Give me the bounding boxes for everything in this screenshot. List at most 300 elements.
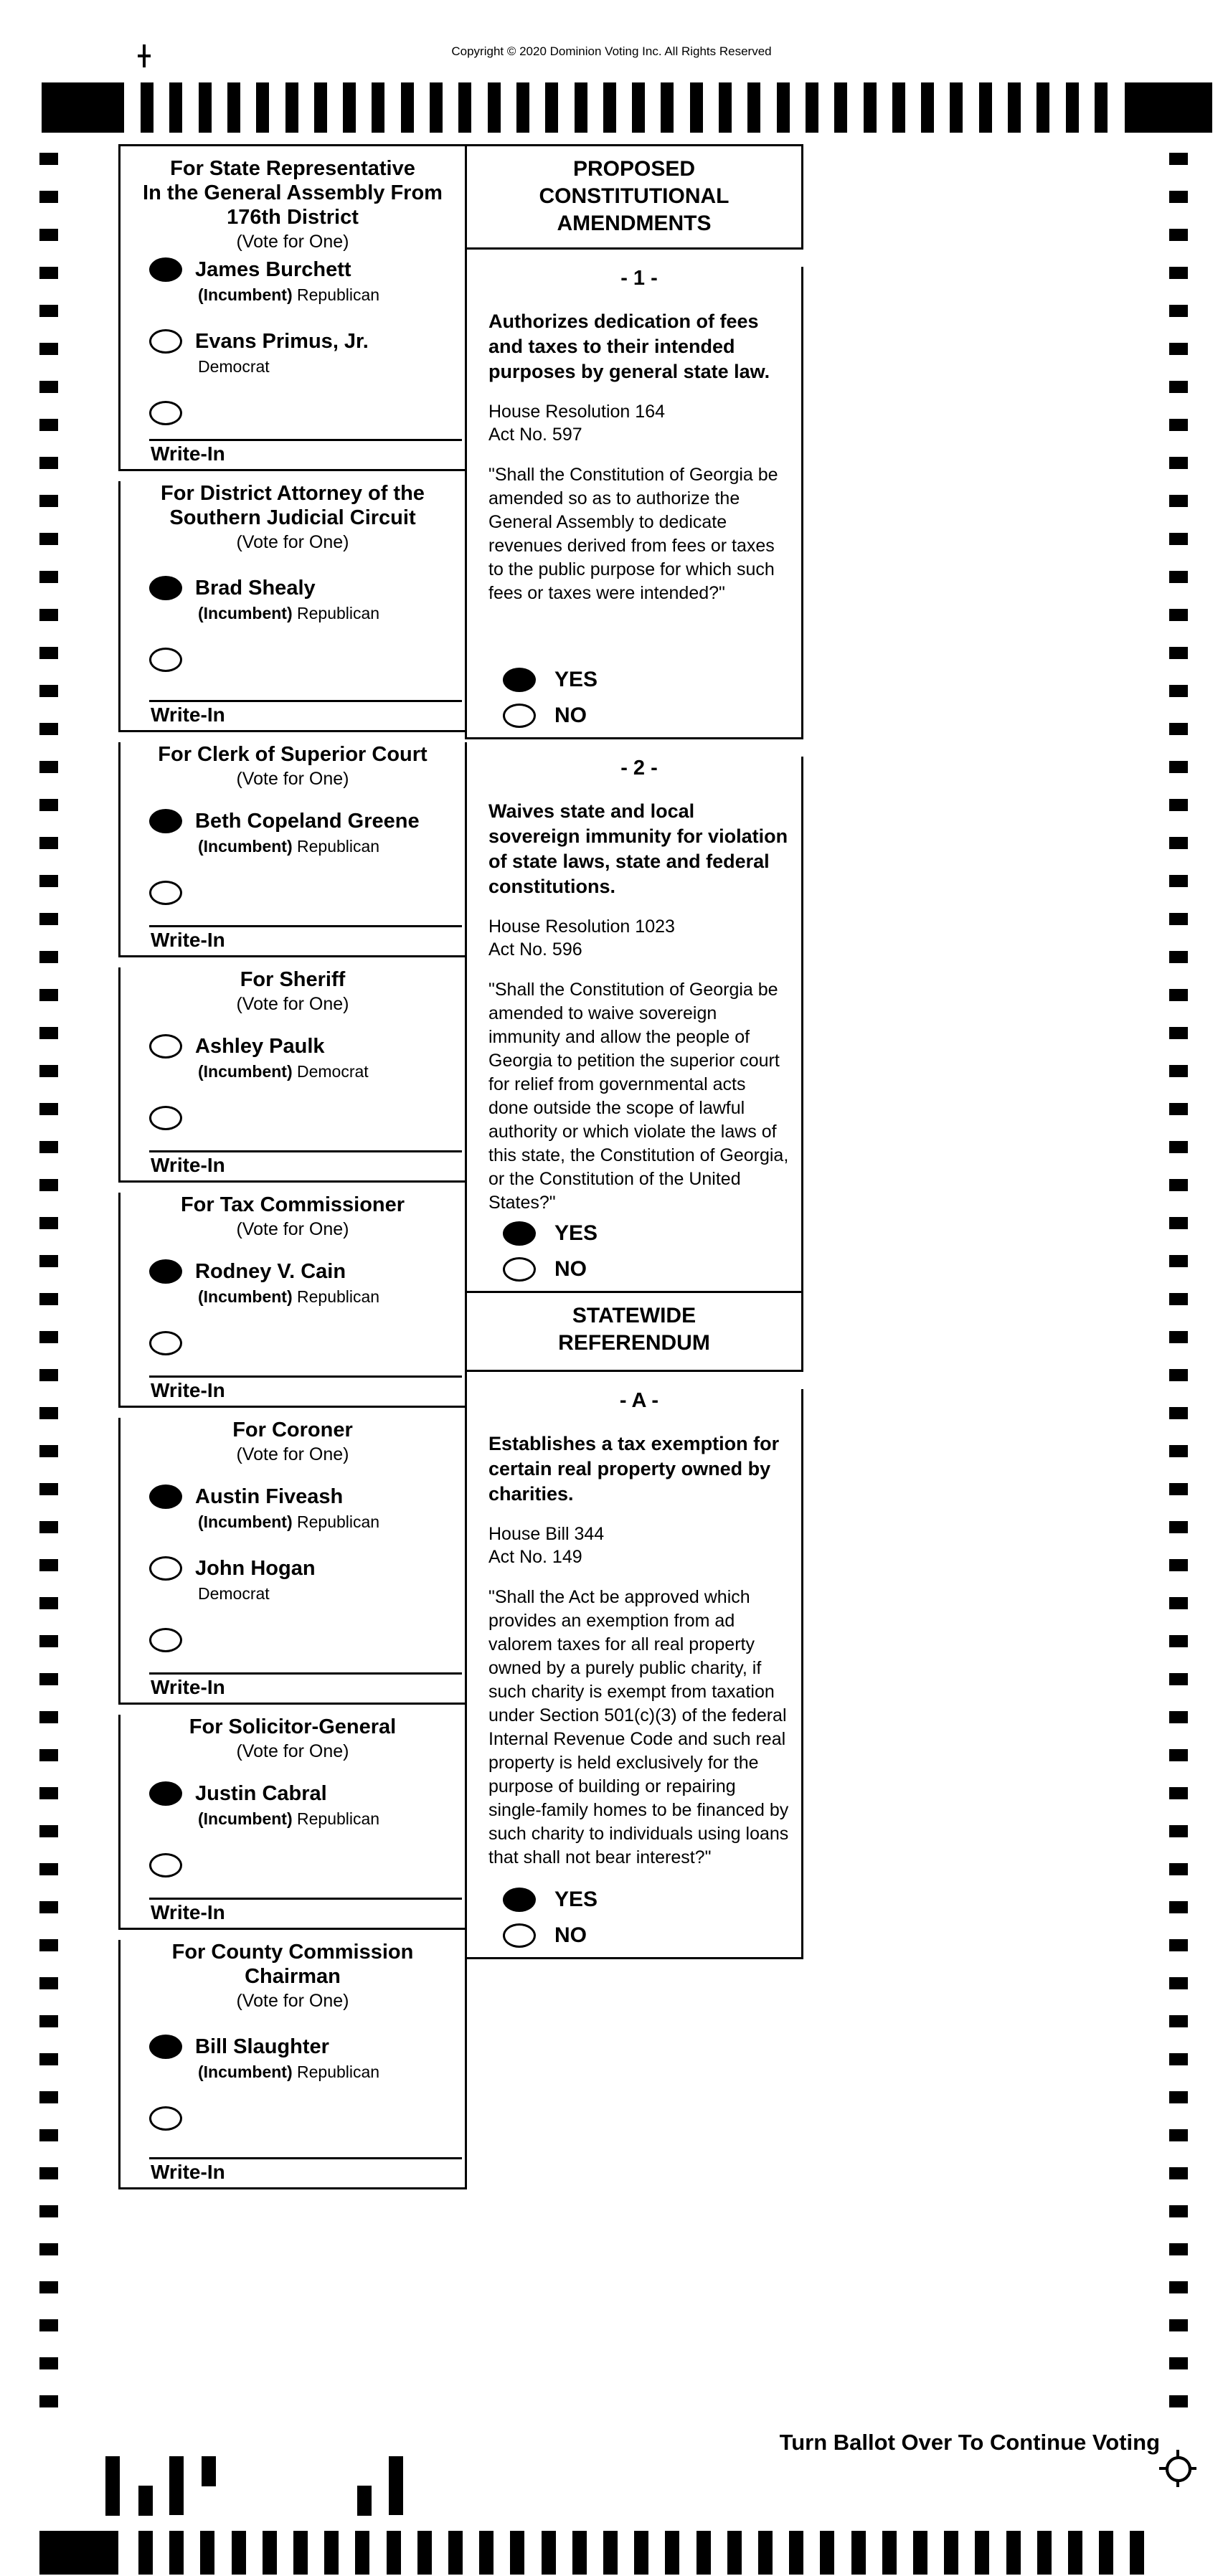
timing-mark-left <box>39 2053 58 2065</box>
incumbent-label: (Incumbent) <box>198 1512 293 1531</box>
timing-mark-right <box>1169 1749 1188 1761</box>
yes-oval-filled[interactable] <box>503 668 536 692</box>
contest-box-4 <box>118 967 467 1183</box>
no-label: NO <box>554 1923 587 1947</box>
timing-mark-right <box>1169 1103 1188 1115</box>
yes-oval-filled[interactable] <box>503 1221 536 1246</box>
candidate-oval[interactable] <box>149 2106 182 2131</box>
timing-mark-right <box>1169 571 1188 583</box>
timing-mark-left <box>39 1445 58 1457</box>
timing-mark-right <box>1169 381 1188 393</box>
candidate-party: (Incumbent) Republican <box>198 1809 380 1828</box>
timing-bar-bottom <box>355 2531 369 2575</box>
timing-mark-right <box>1169 1825 1188 1837</box>
timing-mark-left <box>39 457 58 469</box>
measure-authority: House Resolution 1023 Act No. 596 <box>488 917 675 960</box>
timing-bar-top <box>806 82 818 133</box>
timing-bar-bottom <box>603 2531 618 2575</box>
timing-mark-left <box>39 1179 58 1191</box>
timing-bar-top <box>1066 82 1079 133</box>
timing-mark-right <box>1169 533 1188 545</box>
timing-block-bottom-left <box>39 2531 118 2575</box>
timing-mark-left <box>39 1027 58 1039</box>
contest-title: For County Commission Chairman <box>171 1941 414 1988</box>
timing-mark-left <box>39 1939 58 1951</box>
timing-mark-left <box>39 533 58 545</box>
timing-mark-left <box>39 2395 58 2407</box>
timing-mark-left <box>39 837 58 849</box>
measure-authority: House Bill 344 Act No. 149 <box>488 1524 605 1567</box>
incumbent-label: (Incumbent) <box>198 604 293 622</box>
candidate-oval-filled[interactable] <box>149 1259 182 1284</box>
timing-bar-top <box>632 82 645 133</box>
timing-bar-bottom <box>542 2531 556 2575</box>
timing-mark-right <box>1169 1597 1188 1609</box>
timing-bar-top <box>545 82 558 133</box>
timing-mark-right <box>1169 1673 1188 1685</box>
copyright-line: Copyright © 2020 Dominion Voting Inc. All Rights Reserved <box>451 44 772 58</box>
incumbent-label: (Incumbent) <box>198 1287 293 1306</box>
candidate-party: (Incumbent) Republican <box>198 285 380 304</box>
timing-mark-left <box>39 419 58 431</box>
timing-bar-bottom <box>448 2531 463 2575</box>
timing-mark-right <box>1169 1635 1188 1647</box>
candidate-row <box>121 809 465 881</box>
vote-for-instruction: (Vote for One) <box>236 1991 349 2011</box>
timing-mark-left <box>39 723 58 735</box>
candidate-row <box>121 329 465 401</box>
no-choice-row <box>503 1920 598 1951</box>
measure-question: "Shall the Act be approved which provides an exemption from ad valorem taxes for all real property owned by a purely public charity, if such charity is exempt from taxation under Section 501(c)(3) of the federal Internal Revenue Code and such real property is held exclusively for the purpose of building or repairing single-family homes to be financed by such charity to individuals using loans that shall not bear interest?" <box>488 1587 789 1867</box>
timing-bar-top <box>401 82 414 133</box>
contest-box-2 <box>118 481 467 732</box>
timing-bar-bottom <box>665 2531 679 2575</box>
timing-mark-right <box>1169 1711 1188 1723</box>
vote-for-instruction: (Vote for One) <box>236 994 349 1014</box>
contest-title: For Tax Commissioner <box>180 1193 405 1216</box>
timing-mark-right <box>1169 1369 1188 1381</box>
candidate-list <box>121 2035 465 2178</box>
timing-mark-left <box>39 799 58 811</box>
timing-mark-left <box>39 875 58 887</box>
contest-column <box>118 144 467 2189</box>
contest-box-5 <box>118 1193 467 1408</box>
timing-mark-left <box>39 685 58 697</box>
yes-choice-row <box>503 1218 598 1249</box>
timing-bar-bottom <box>1099 2531 1113 2575</box>
timing-bar-bottom <box>1037 2531 1052 2575</box>
timing-mark-left <box>39 1673 58 1685</box>
timing-bar-bottom <box>913 2531 927 2575</box>
timing-bar-top <box>372 82 384 133</box>
timing-bar-top <box>921 82 934 133</box>
barcode-bar <box>202 2456 216 2486</box>
write-in-area[interactable]: Write-In <box>149 439 462 467</box>
timing-mark-left <box>39 1597 58 1609</box>
timing-bar-top <box>777 82 790 133</box>
timing-bar-top <box>979 82 992 133</box>
candidate-oval[interactable] <box>149 329 182 354</box>
timing-bar-bottom <box>1130 2531 1144 2575</box>
timing-mark-left <box>39 571 58 583</box>
timing-mark-right <box>1169 2357 1188 2369</box>
timing-mark-right <box>1169 1787 1188 1799</box>
candidate-name: Justin Cabral <box>195 1782 327 1805</box>
candidate-oval[interactable] <box>149 1628 182 1652</box>
timing-bar-top <box>488 82 501 133</box>
timing-bar-bottom <box>882 2531 897 2575</box>
timing-mark-left <box>39 1407 58 1419</box>
timing-bar-bottom <box>324 2531 339 2575</box>
timing-mark-right <box>1169 1065 1188 1077</box>
yes-oval-filled[interactable] <box>503 1888 536 1912</box>
timing-bar-top <box>314 82 327 133</box>
timing-mark-right <box>1169 229 1188 241</box>
timing-mark-left <box>39 951 58 963</box>
timing-bar-bottom <box>263 2531 277 2575</box>
timing-bar-top <box>747 82 760 133</box>
timing-mark-left <box>39 2357 58 2369</box>
candidate-oval[interactable] <box>149 401 182 425</box>
candidate-name: James Burchett <box>195 258 351 281</box>
timing-bar-bottom <box>138 2531 153 2575</box>
timing-mark-left <box>39 1483 58 1495</box>
timing-bar-top <box>661 82 674 133</box>
measure-section <box>465 1389 803 1959</box>
measure-question: "Shall the Constitution of Georgia be amended to waive sovereign immunity and allow the people of Georgia to petition the superior court for relief from governmental acts done outside the scope of lawful authority or which violate the laws of this state, the Constitution of Georgia, or the Constitution of the United States?" <box>488 980 789 1213</box>
timing-mark-right <box>1169 1901 1188 1913</box>
candidate-party: (Incumbent) Republican <box>198 2063 380 2081</box>
timing-mark-right <box>1169 1293 1188 1305</box>
no-oval[interactable] <box>503 704 536 728</box>
timing-mark-left <box>39 1293 58 1305</box>
timing-mark-right <box>1169 1407 1188 1419</box>
candidate-oval[interactable] <box>149 1106 182 1130</box>
candidate-text <box>195 576 379 622</box>
timing-mark-left <box>39 1065 58 1077</box>
candidate-name: John Hogan <box>195 1557 316 1580</box>
barcode-bar <box>169 2456 184 2515</box>
candidate-oval[interactable] <box>149 1331 182 1355</box>
write-in-area[interactable]: Write-In <box>149 700 462 728</box>
vote-for-instruction: (Vote for One) <box>236 1219 349 1239</box>
timing-bar-top <box>575 82 587 133</box>
timing-mark-right <box>1169 837 1188 849</box>
timing-mark-left <box>39 2091 58 2103</box>
vote-for-instruction: (Vote for One) <box>236 1444 349 1464</box>
timing-bar-bottom <box>758 2531 773 2575</box>
timing-bar-bottom <box>789 2531 803 2575</box>
measure-summary: Authorizes dedication of fees and taxes to their intended purposes by general state law. <box>488 311 770 382</box>
timing-mark-left <box>39 1635 58 1647</box>
candidate-text <box>195 809 420 856</box>
candidate-oval-filled[interactable] <box>149 1484 182 1509</box>
timing-bar-bottom <box>820 2531 834 2575</box>
candidate-party: (Incumbent) Republican <box>198 1287 380 1306</box>
timing-mark-right <box>1169 799 1188 811</box>
no-label: NO <box>554 704 587 727</box>
timing-mark-right <box>1169 191 1188 203</box>
measure-summary: Waives state and local sovereign immunity for violation of state laws, state and federal constitutions. <box>488 800 788 897</box>
write-in-area[interactable]: Write-In <box>149 1375 462 1403</box>
incumbent-label: (Incumbent) <box>198 2063 293 2081</box>
timing-mark-left <box>39 913 58 925</box>
timing-mark-right <box>1169 1179 1188 1191</box>
measure-section <box>465 757 803 1293</box>
timing-mark-left <box>39 1863 58 1875</box>
timing-bar-top <box>690 82 703 133</box>
candidate-oval[interactable] <box>149 1556 182 1581</box>
contest-box-8 <box>118 1940 467 2189</box>
timing-mark-left <box>39 2281 58 2293</box>
timing-mark-left <box>39 1825 58 1837</box>
timing-mark-right <box>1169 1977 1188 1989</box>
timing-mark-right <box>1169 685 1188 697</box>
candidate-text <box>195 1556 316 1603</box>
timing-bar-bottom <box>572 2531 587 2575</box>
timing-bar-top <box>950 82 963 133</box>
timing-mark-left <box>39 989 58 1001</box>
timing-mark-right <box>1169 2205 1188 2217</box>
vote-for-instruction: (Vote for One) <box>236 1741 349 1761</box>
timing-mark-left <box>39 343 58 355</box>
timing-mark-right <box>1169 343 1188 355</box>
turn-ballot-over-label: Turn Ballot Over To Continue Voting <box>779 2430 1160 2455</box>
timing-mark-left <box>39 1255 58 1267</box>
timing-mark-right <box>1169 2015 1188 2027</box>
candidate-oval-filled[interactable] <box>149 257 182 282</box>
timing-mark-right <box>1169 1141 1188 1153</box>
timing-mark-left <box>39 1369 58 1381</box>
candidate-row <box>121 1781 465 1853</box>
yes-choice-row <box>503 1884 598 1916</box>
timing-bar-bottom <box>727 2531 742 2575</box>
timing-mark-right <box>1169 2319 1188 2331</box>
timing-mark-right <box>1169 723 1188 735</box>
write-in-area[interactable]: Write-In <box>149 1898 462 1926</box>
timing-mark-left <box>39 153 58 165</box>
candidate-name: Austin Fiveash <box>195 1485 344 1508</box>
measures-column <box>465 144 803 1959</box>
timing-bar-top <box>285 82 298 133</box>
contest-title: For State Representative In the General Assembly From 176th District <box>143 157 443 229</box>
timing-mark-left <box>39 1559 58 1571</box>
timing-bar-bottom <box>387 2531 401 2575</box>
measure-number: - 2 - <box>620 757 658 780</box>
timing-mark-right <box>1169 913 1188 925</box>
timing-mark-right <box>1169 2053 1188 2065</box>
candidate-text <box>195 1034 369 1081</box>
incumbent-label: (Incumbent) <box>198 1062 293 1081</box>
yes-choice-row <box>503 664 598 696</box>
candidate-oval[interactable] <box>149 881 182 905</box>
timing-mark-right <box>1169 2243 1188 2255</box>
no-label: NO <box>554 1257 587 1281</box>
timing-mark-left <box>39 1217 58 1229</box>
timing-mark-right <box>1169 267 1188 279</box>
timing-mark-right <box>1169 1939 1188 1951</box>
timing-bar-top <box>892 82 905 133</box>
contest-title: For Solicitor-General <box>189 1715 397 1738</box>
timing-mark-right <box>1169 1027 1188 1039</box>
yes-label: YES <box>554 1888 598 1911</box>
timing-mark-right <box>1169 951 1188 963</box>
timing-mark-right <box>1169 1445 1188 1457</box>
timing-bar-bottom <box>697 2531 711 2575</box>
no-choice-row <box>503 700 598 731</box>
measure-number: - 1 - <box>620 267 658 290</box>
timing-bar-bottom <box>1068 2531 1082 2575</box>
candidate-row <box>121 1556 465 1628</box>
contest-title: For District Attorney of the Southern Judicial Circuit <box>161 482 425 529</box>
timing-mark-left <box>39 229 58 241</box>
candidate-text <box>195 1259 379 1306</box>
candidate-oval[interactable] <box>149 648 182 672</box>
timing-mark-right <box>1169 989 1188 1001</box>
timing-bar-top <box>1095 82 1108 133</box>
incumbent-label: (Incumbent) <box>198 837 293 856</box>
timing-bar-bottom <box>232 2531 246 2575</box>
yes-label: YES <box>554 1221 598 1245</box>
timing-mark-left <box>39 1141 58 1153</box>
vote-for-instruction: (Vote for One) <box>236 232 349 252</box>
candidate-list <box>121 1484 465 1700</box>
timing-mark-right <box>1169 419 1188 431</box>
timing-mark-right <box>1169 1217 1188 1229</box>
candidate-row <box>121 1484 465 1556</box>
timing-mark-right <box>1169 1559 1188 1571</box>
timing-bar-top <box>256 82 269 133</box>
timing-mark-left <box>39 609 58 621</box>
incumbent-label: (Incumbent) <box>198 1809 293 1828</box>
timing-bar-bottom <box>944 2531 958 2575</box>
timing-mark-right <box>1169 1255 1188 1267</box>
no-oval[interactable] <box>503 1257 536 1282</box>
timing-mark-right <box>1169 2395 1188 2407</box>
measure-question: "Shall the Constitution of Georgia be amended so as to authorize the General Assembly to dedicate revenues derived from fees or taxes to the public purpose for which such fees or taxes were intended?" <box>488 465 778 603</box>
measure-group-header: PROPOSED CONSTITUTIONAL AMENDMENTS <box>465 144 803 250</box>
timing-mark-right <box>1169 875 1188 887</box>
timing-bar-top <box>603 82 616 133</box>
write-in-area[interactable]: Write-In <box>149 1150 462 1178</box>
write-in-area[interactable]: Write-In <box>149 1672 462 1700</box>
timing-mark-left <box>39 2015 58 2027</box>
measure-choices <box>503 660 598 731</box>
timing-mark-left <box>39 1787 58 1799</box>
candidate-oval[interactable] <box>149 1034 182 1059</box>
timing-bar-top <box>430 82 443 133</box>
no-oval[interactable] <box>503 1923 536 1948</box>
timing-mark-left <box>39 1331 58 1343</box>
candidate-party: (Incumbent) Republican <box>198 604 380 622</box>
timing-mark-left <box>39 191 58 203</box>
timing-mark-right <box>1169 2091 1188 2103</box>
timing-mark-right <box>1169 495 1188 507</box>
candidate-name: Ashley Paulk <box>195 1035 325 1058</box>
candidate-row <box>121 576 465 648</box>
contest-title: For Clerk of Superior Court <box>158 743 428 766</box>
timing-bar-top <box>169 82 182 133</box>
timing-bar-top <box>1037 82 1049 133</box>
yes-label: YES <box>554 668 598 691</box>
timing-bar-bottom <box>293 2531 308 2575</box>
candidate-oval-filled[interactable] <box>149 2035 182 2059</box>
write-in-area[interactable]: Write-In <box>149 2157 462 2185</box>
timing-mark-left <box>39 2319 58 2331</box>
timing-mark-left <box>39 2167 58 2179</box>
candidate-text <box>195 1781 379 1828</box>
measure-number: - A - <box>619 1389 659 1412</box>
timing-bar-bottom <box>200 2531 214 2575</box>
candidate-oval-filled[interactable] <box>149 1781 182 1806</box>
timing-mark-right <box>1169 457 1188 469</box>
timing-bar-bottom <box>975 2531 989 2575</box>
candidate-name: Evans Primus, Jr. <box>195 330 369 353</box>
candidate-name: Brad Shealy <box>195 577 316 600</box>
candidate-row <box>121 1259 465 1331</box>
timing-bar-bottom <box>169 2531 184 2575</box>
candidate-party: (Incumbent) Republican <box>198 1512 380 1531</box>
candidate-text <box>195 2035 379 2081</box>
measure-choices <box>503 1880 598 1951</box>
timing-mark-right <box>1169 2281 1188 2293</box>
barcode-glyph: 30 <box>391 2474 403 2486</box>
measure-summary: Establishes a tax exemption for certain real property owned by charities. <box>488 1433 780 1505</box>
timing-block-top-left <box>42 82 124 133</box>
candidate-oval-filled[interactable] <box>149 576 182 600</box>
timing-bar-bottom <box>417 2531 432 2575</box>
barcode-bar <box>138 2486 153 2516</box>
timing-mark-left <box>39 495 58 507</box>
timing-mark-left <box>39 305 58 317</box>
timing-bar-bottom <box>479 2531 494 2575</box>
timing-bar-bottom <box>1006 2531 1021 2575</box>
candidate-row <box>121 1034 465 1106</box>
timing-mark-right <box>1169 2129 1188 2141</box>
timing-mark-right <box>1169 761 1188 773</box>
timing-mark-right <box>1169 609 1188 621</box>
timing-mark-left <box>39 2243 58 2255</box>
candidate-list <box>121 576 465 719</box>
timing-mark-left <box>39 1521 58 1533</box>
candidate-text <box>195 1484 379 1531</box>
candidate-row <box>121 2035 465 2106</box>
timing-bar-top <box>343 82 356 133</box>
timing-mark-right <box>1169 305 1188 317</box>
candidate-text <box>195 257 379 304</box>
barcode-bar <box>105 2456 120 2516</box>
timing-mark-right <box>1169 1521 1188 1533</box>
candidate-party: (Incumbent) Republican <box>198 837 380 856</box>
no-choice-row <box>503 1254 598 1285</box>
timing-bar-top <box>1008 82 1021 133</box>
measure-authority: House Resolution 164 Act No. 597 <box>488 402 665 445</box>
timing-mark-left <box>39 267 58 279</box>
timing-mark-right <box>1169 1863 1188 1875</box>
timing-mark-left <box>39 1901 58 1913</box>
contest-box-6 <box>118 1418 467 1705</box>
candidate-party: (Incumbent) Democrat <box>198 1062 369 1081</box>
candidate-oval[interactable] <box>149 1853 182 1877</box>
candidate-oval-filled[interactable] <box>149 809 182 833</box>
write-in-area[interactable]: Write-In <box>149 925 462 953</box>
candidate-party: Democrat <box>198 357 270 376</box>
measure-choices <box>503 1213 598 1285</box>
timing-mark-right <box>1169 647 1188 659</box>
timing-block-top-right <box>1125 82 1212 133</box>
timing-bar-top <box>227 82 240 133</box>
timing-mark-right <box>1169 2167 1188 2179</box>
